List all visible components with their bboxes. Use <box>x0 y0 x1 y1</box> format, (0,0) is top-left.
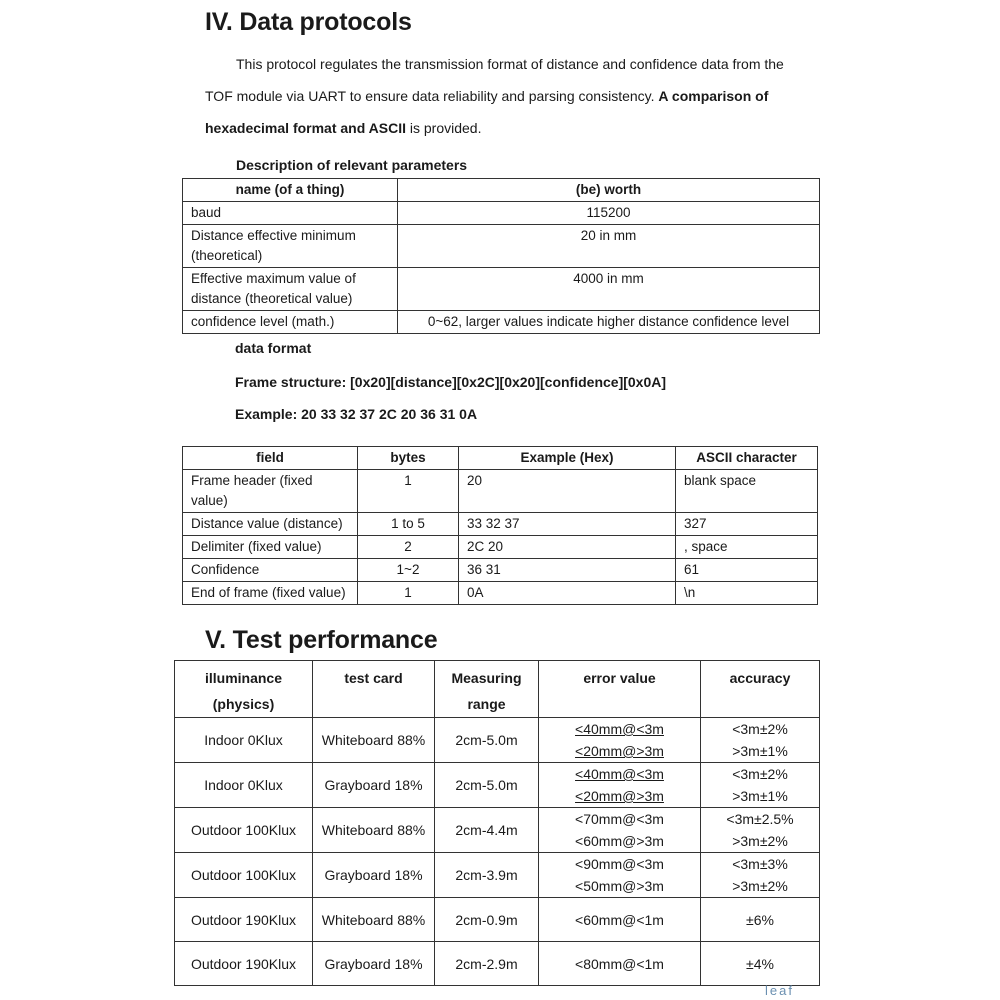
table-cell: 115200 <box>398 202 820 225</box>
error-value-line: <20mm@>3m <box>575 788 664 804</box>
error-value-line: <60mm@>3m <box>575 833 664 849</box>
column-header: error value <box>539 661 701 718</box>
table-cell <box>701 853 820 898</box>
table-cell <box>701 808 820 853</box>
table-cell: ±6% <box>701 898 820 942</box>
table-row <box>183 268 820 311</box>
table-cell: Delimiter (fixed value) <box>183 536 358 559</box>
table-header-row <box>175 661 820 718</box>
table-cell: 0A <box>459 582 676 605</box>
table-cell: Outdoor 190Klux <box>175 942 313 986</box>
params-caption: Description of relevant parameters <box>236 157 468 173</box>
table-cell: Outdoor 100Klux <box>175 808 313 853</box>
table-cell <box>539 853 701 898</box>
table-cell: Whiteboard 88% <box>313 898 435 942</box>
table-cell: 36 31 <box>459 559 676 582</box>
accuracy-line: >3m±1% <box>732 788 788 804</box>
table-cell: 20 <box>459 470 676 513</box>
table-row <box>183 225 820 268</box>
accuracy-line: <3m±2.5% <box>726 811 794 827</box>
table-cell: 2cm-3.9m <box>435 853 539 898</box>
table-cell: Grayboard 18% <box>313 853 435 898</box>
section-title-data-protocols: IV. Data protocols <box>205 8 412 36</box>
table-cell: Whiteboard 88% <box>313 718 435 763</box>
table-cell <box>701 718 820 763</box>
column-header: Example (Hex) <box>459 447 676 470</box>
table-cell: 33 32 37 <box>459 513 676 536</box>
table-cell: confidence level (math.) <box>183 311 398 334</box>
table-cell: Outdoor 190Klux <box>175 898 313 942</box>
column-header: illuminance (physics) <box>175 661 313 718</box>
table-cell: \n <box>676 582 818 605</box>
table-row <box>175 853 820 898</box>
table-cell: 61 <box>676 559 818 582</box>
accuracy-line: >3m±2% <box>732 833 788 849</box>
column-header: Measuring range <box>435 661 539 718</box>
intro-paragraph <box>205 48 805 144</box>
table-cell: <80mm@<1m <box>539 942 701 986</box>
performance-table <box>174 660 820 986</box>
table-row <box>183 513 818 536</box>
table-row <box>183 582 818 605</box>
accuracy-line: >3m±1% <box>732 743 788 759</box>
footer-watermark: leaf <box>765 983 794 998</box>
table-cell: Frame header (fixed value) <box>183 470 358 513</box>
accuracy-line: <3m±2% <box>732 766 788 782</box>
intro-text-1: This protocol regulates the transmission format of distance and confidence data from the TOF module via UART to ensure data reliability and parsing consistency. <box>205 56 784 104</box>
table-cell: blank space <box>676 470 818 513</box>
table-cell: 2 <box>358 536 459 559</box>
table-cell <box>701 763 820 808</box>
table-cell: Distance effective minimum (theoretical) <box>183 225 398 268</box>
table-cell: Distance value (distance) <box>183 513 358 536</box>
table-cell <box>539 718 701 763</box>
table-cell: 327 <box>676 513 818 536</box>
table-row <box>183 311 820 334</box>
table-cell: End of frame (fixed value) <box>183 582 358 605</box>
accuracy-line: <3m±3% <box>732 856 788 872</box>
table-cell: 2cm-4.4m <box>435 808 539 853</box>
error-value-line: <70mm@<3m <box>575 811 664 827</box>
table-cell: 0~62, larger values indicate higher distance confidence level <box>398 311 820 334</box>
table-row <box>183 536 818 559</box>
table-cell <box>539 763 701 808</box>
column-header: name (of a thing) <box>183 179 398 202</box>
table-cell: Whiteboard 88% <box>313 808 435 853</box>
table-cell: Indoor 0Klux <box>175 718 313 763</box>
error-value-line: <20mm@>3m <box>575 743 664 759</box>
table-cell: 20 in mm <box>398 225 820 268</box>
table-cell: 2cm-5.0m <box>435 718 539 763</box>
intro-text-bold: A comparison of hexadecimal format and ASCII <box>205 88 769 136</box>
column-header: (be) worth <box>398 179 820 202</box>
column-header: accuracy <box>701 661 820 718</box>
table-cell: 1 <box>358 470 459 513</box>
table-cell: Outdoor 100Klux <box>175 853 313 898</box>
table-cell: Indoor 0Klux <box>175 763 313 808</box>
table-row <box>183 470 818 513</box>
section-title-test-performance: V. Test performance <box>205 626 438 654</box>
table-cell: Confidence <box>183 559 358 582</box>
column-header: bytes <box>358 447 459 470</box>
frame-structure: Frame structure: [0x20][distance][0x2C][0x20][confidence][0x0A] <box>235 374 667 390</box>
frame-table <box>182 446 818 605</box>
table-cell: 2cm-2.9m <box>435 942 539 986</box>
table-cell: 2C 20 <box>459 536 676 559</box>
table-cell: Grayboard 18% <box>313 763 435 808</box>
table-row <box>183 559 818 582</box>
error-value-line: <40mm@<3m <box>575 766 664 782</box>
params-table <box>182 178 820 334</box>
table-row <box>175 763 820 808</box>
error-value-line: <40mm@<3m <box>575 721 664 737</box>
column-header: field <box>183 447 358 470</box>
error-value-line: <50mm@>3m <box>575 878 664 894</box>
table-cell: 1 <box>358 582 459 605</box>
table-header-row <box>183 179 820 202</box>
table-cell: 1~2 <box>358 559 459 582</box>
table-cell: Grayboard 18% <box>313 942 435 986</box>
table-row <box>175 718 820 763</box>
frame-example: Example: 20 33 32 37 2C 20 36 31 0A <box>235 406 478 422</box>
table-cell: Effective maximum value of distance (theoretical value) <box>183 268 398 311</box>
intro-text-2: is provided. <box>405 120 482 136</box>
table-row <box>175 898 820 942</box>
table-cell: ±4% <box>701 942 820 986</box>
table-cell: <60mm@<1m <box>539 898 701 942</box>
table-cell: 2cm-0.9m <box>435 898 539 942</box>
table-row <box>175 808 820 853</box>
table-header-row <box>183 447 818 470</box>
table-cell: 2cm-5.0m <box>435 763 539 808</box>
column-header: test card <box>313 661 435 718</box>
column-header: ASCII character <box>676 447 818 470</box>
table-cell: baud <box>183 202 398 225</box>
table-cell: , space <box>676 536 818 559</box>
table-cell <box>539 808 701 853</box>
table-cell: 4000 in mm <box>398 268 820 311</box>
table-cell: 1 to 5 <box>358 513 459 536</box>
table-row <box>183 202 820 225</box>
accuracy-line: >3m±2% <box>732 878 788 894</box>
error-value-line: <90mm@<3m <box>575 856 664 872</box>
data-format-label: data format <box>235 340 312 356</box>
accuracy-line: <3m±2% <box>732 721 788 737</box>
table-row <box>175 942 820 986</box>
